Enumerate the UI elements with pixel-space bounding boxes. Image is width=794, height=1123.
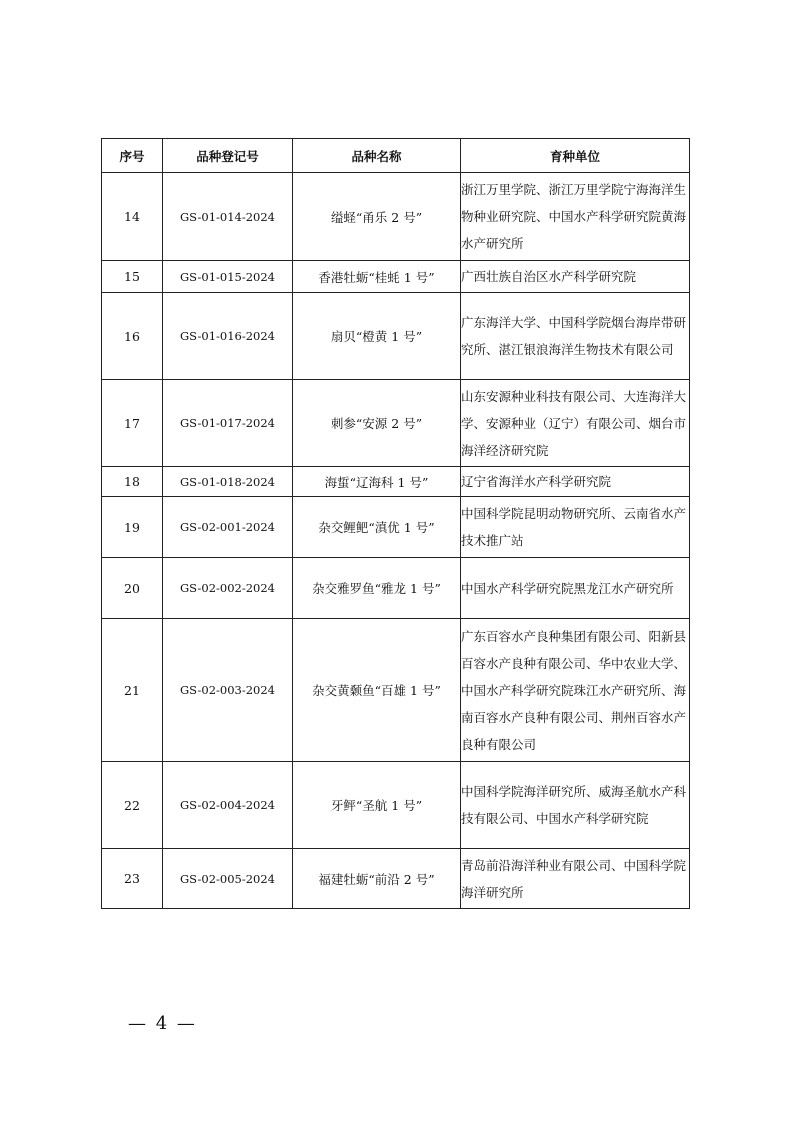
table-row	[102, 762, 690, 849]
cell-breeding-unit: 中国科学院昆明动物研究所、云南省水产技术推广站	[461, 497, 690, 558]
cell-breeding-unit: 青岛前沿海洋种业有限公司、中国科学院海洋研究所	[461, 849, 690, 909]
cell-seq: 18	[102, 467, 163, 497]
table-row	[102, 619, 690, 762]
cell-variety-name: 缢蛏“甬乐 2 号”	[293, 173, 461, 261]
cell-seq: 16	[102, 293, 163, 380]
header-row	[102, 139, 690, 173]
table-row	[102, 497, 690, 558]
table-row	[102, 467, 690, 497]
cell-seq: 17	[102, 380, 163, 467]
table-row	[102, 380, 690, 467]
cell-registration-number: GS-01-017-2024	[163, 380, 293, 467]
cell-seq: 23	[102, 849, 163, 909]
cell-registration-number: GS-02-003-2024	[163, 619, 293, 762]
table-row	[102, 261, 690, 293]
table-row	[102, 849, 690, 909]
cell-variety-name: 杂交鲤鲃“滇优 1 号”	[293, 497, 461, 558]
cell-registration-number: GS-01-018-2024	[163, 467, 293, 497]
cell-registration-number: GS-01-015-2024	[163, 261, 293, 293]
cell-variety-name: 牙鲆“圣航 1 号”	[293, 762, 461, 849]
page-number: — 4 —	[128, 1013, 197, 1034]
cell-breeding-unit: 辽宁省海洋水产科学研究院	[461, 467, 690, 497]
header-seq: 序号	[102, 139, 163, 173]
table-row	[102, 558, 690, 619]
variety-table	[101, 138, 690, 909]
cell-variety-name: 扇贝“橙黄 1 号”	[293, 293, 461, 380]
cell-registration-number: GS-02-001-2024	[163, 497, 293, 558]
cell-seq: 19	[102, 497, 163, 558]
header-breeding-unit: 育种单位	[461, 139, 690, 173]
cell-registration-number: GS-02-002-2024	[163, 558, 293, 619]
cell-breeding-unit: 广东海洋大学、中国科学院烟台海岸带研究所、湛江银浪海洋生物技术有限公司	[461, 293, 690, 380]
header-variety-name: 品种名称	[293, 139, 461, 173]
cell-variety-name: 杂交黄颡鱼“百雄 1 号”	[293, 619, 461, 762]
cell-seq: 20	[102, 558, 163, 619]
cell-seq: 22	[102, 762, 163, 849]
header-registration-number: 品种登记号	[163, 139, 293, 173]
cell-registration-number: GS-02-004-2024	[163, 762, 293, 849]
cell-variety-name: 杂交雅罗鱼“雅龙 1 号”	[293, 558, 461, 619]
cell-registration-number: GS-02-005-2024	[163, 849, 293, 909]
cell-variety-name: 刺参“安源 2 号”	[293, 380, 461, 467]
cell-seq: 15	[102, 261, 163, 293]
cell-breeding-unit: 中国水产科学研究院黑龙江水产研究所	[461, 558, 690, 619]
cell-breeding-unit: 广西壮族自治区水产科学研究院	[461, 261, 690, 293]
table-header	[102, 139, 690, 173]
cell-breeding-unit: 浙江万里学院、浙江万里学院宁海海洋生物种业研究院、中国水产科学研究院黄海水产研究所	[461, 173, 690, 261]
cell-breeding-unit: 广东百容水产良种集团有限公司、阳新县百容水产良种有限公司、华中农业大学、中国水产科学研究院珠江水产研究所、海南百容水产良种有限公司、荆州百容水产良种有限公司	[461, 619, 690, 762]
table-row	[102, 173, 690, 261]
cell-breeding-unit: 山东安源种业科技有限公司、大连海洋大学、安源种业（辽宁）有限公司、烟台市海洋经济研究院	[461, 380, 690, 467]
cell-seq: 14	[102, 173, 163, 261]
cell-breeding-unit: 中国科学院海洋研究所、威海圣航水产科技有限公司、中国水产科学研究院	[461, 762, 690, 849]
table-body	[102, 173, 690, 909]
cell-registration-number: GS-01-016-2024	[163, 293, 293, 380]
cell-variety-name: 福建牡蛎“前沿 2 号”	[293, 849, 461, 909]
cell-variety-name: 香港牡蛎“桂蚝 1 号”	[293, 261, 461, 293]
cell-seq: 21	[102, 619, 163, 762]
table-row	[102, 293, 690, 380]
cell-variety-name: 海蜇“辽海科 1 号”	[293, 467, 461, 497]
cell-registration-number: GS-01-014-2024	[163, 173, 293, 261]
